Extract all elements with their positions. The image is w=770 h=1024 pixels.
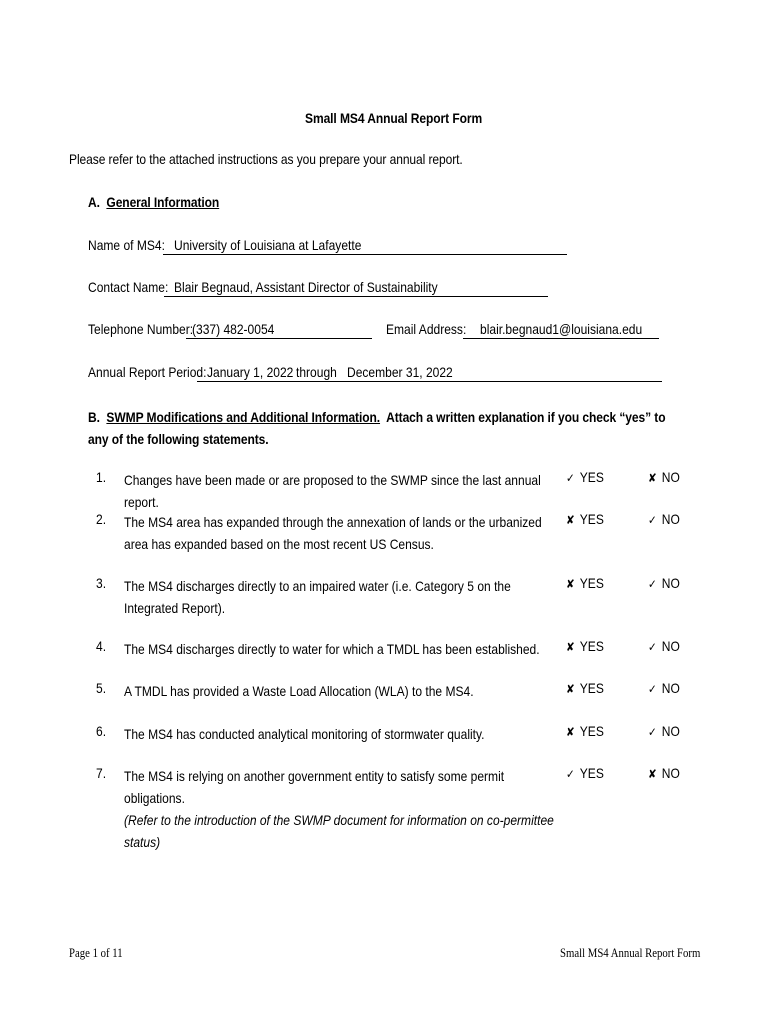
question-number: 2.: [96, 511, 107, 527]
telephone-field[interactable]: [186, 320, 372, 339]
report-period-label: Annual Report Period:: [88, 364, 207, 380]
question-statement: A TMDL has provided a Waste Load Allocation (WLA) to the MS4.: [124, 683, 474, 699]
ms4-name-value: University of Louisiana at Lafayette: [174, 237, 362, 253]
yes-label: YES: [579, 575, 604, 591]
no-label: NO: [661, 723, 680, 739]
yes-label: YES: [579, 723, 604, 739]
question-number: 6.: [96, 723, 107, 739]
question-statement: The MS4 discharges directly to water for which a TMDL has been established.: [124, 641, 540, 657]
yes-label: YES: [579, 469, 604, 485]
check-mark-icon: ✓: [648, 513, 657, 527]
yes-option[interactable]: [566, 765, 604, 781]
check-mark-icon: ✓: [566, 471, 575, 485]
question-statement: The MS4 discharges directly to an impaired water (i.e. Category 5 on the Integrated Report).: [124, 578, 511, 616]
yes-option[interactable]: [566, 638, 604, 654]
period-through: through: [296, 364, 337, 380]
question-statement: Changes have been made or are proposed to the SWMP since the last annual report.: [124, 472, 541, 510]
no-option[interactable]: [648, 680, 680, 696]
contact-name-label: Contact Name:: [88, 279, 169, 295]
x-mark-icon: ✘: [566, 682, 575, 696]
x-mark-icon: ✘: [648, 767, 657, 781]
yes-option[interactable]: [566, 575, 604, 591]
question-note: (Refer to the introduction of the SWMP document for information on co-permittee status): [124, 812, 554, 850]
contact-name-value: Blair Begnaud, Assistant Director of Sustainability: [174, 279, 438, 295]
yes-label: YES: [579, 680, 604, 696]
section-a-title: General Information: [106, 194, 220, 210]
question-text: [124, 575, 563, 619]
x-mark-icon: ✘: [566, 640, 575, 654]
question-text: [124, 723, 563, 745]
question-text: [124, 680, 563, 702]
no-option[interactable]: [648, 638, 680, 654]
question-statement: The MS4 is relying on another government entity to satisfy some permit obligations.: [124, 768, 505, 806]
footer-page-number: Page 1 of 11: [69, 946, 123, 960]
no-label: NO: [661, 765, 680, 781]
question-text: [124, 469, 563, 513]
question-number: 5.: [96, 680, 107, 696]
period-start: January 1, 2022: [207, 364, 294, 380]
check-mark-icon: ✓: [566, 767, 575, 781]
no-label: NO: [661, 638, 680, 654]
period-end: December 31, 2022: [347, 364, 453, 380]
question-number: 7.: [96, 765, 107, 781]
form-title: Small MS4 Annual Report Form: [305, 110, 483, 126]
intro-text: Please refer to the attached instructions as you prepare your annual report.: [69, 151, 463, 167]
question-text: [124, 638, 563, 660]
no-label: NO: [661, 680, 680, 696]
email-value: blair.begnaud1@louisiana.edu: [480, 321, 643, 337]
no-label: NO: [661, 575, 680, 591]
report-period-field[interactable]: [197, 363, 662, 382]
question-number: 3.: [96, 575, 107, 591]
check-mark-icon: ✓: [648, 682, 657, 696]
x-mark-icon: ✘: [566, 513, 575, 527]
ms4-name-label: Name of MS4:: [88, 237, 165, 253]
no-option[interactable]: [648, 469, 680, 485]
footer-form-name: Small MS4 Annual Report Form: [560, 946, 701, 960]
question-text: [124, 511, 563, 555]
email-field[interactable]: [463, 320, 659, 339]
x-mark-icon: ✘: [566, 577, 575, 591]
no-option[interactable]: [648, 575, 680, 591]
yes-option[interactable]: [566, 680, 604, 696]
telephone-value: (337) 482-0054: [192, 321, 275, 337]
question-statement: The MS4 has conducted analytical monitoring of stormwater quality.: [124, 726, 485, 742]
check-mark-icon: ✓: [648, 725, 657, 739]
section-b-title: SWMP Modifications and Additional Information.: [106, 409, 381, 425]
email-label: Email Address:: [386, 321, 467, 337]
question-statement: The MS4 area has expanded through the annexation of lands or the urbanized area has expanded based on the most recent US Census.: [124, 514, 542, 552]
no-option[interactable]: [648, 511, 680, 527]
yes-option[interactable]: [566, 469, 604, 485]
section-a-heading: [88, 194, 219, 210]
section-b-instruction: Attach a written explanation if you check “yes” to any of the following statements.: [88, 409, 666, 447]
no-label: NO: [661, 511, 680, 527]
check-mark-icon: ✓: [648, 640, 657, 654]
no-label: NO: [661, 469, 680, 485]
x-mark-icon: ✘: [566, 725, 575, 739]
yes-option[interactable]: [566, 723, 604, 739]
question-number: 1.: [96, 469, 107, 485]
telephone-label: Telephone Number:: [88, 321, 194, 337]
check-mark-icon: ✓: [648, 577, 657, 591]
no-option[interactable]: [648, 723, 680, 739]
question-number: 4.: [96, 638, 107, 654]
contact-name-field[interactable]: [164, 278, 548, 297]
section-a-letter: A.: [88, 194, 100, 210]
section-b-heading: [88, 406, 681, 450]
yes-label: YES: [579, 511, 604, 527]
no-option[interactable]: [648, 765, 680, 781]
yes-label: YES: [579, 638, 604, 654]
yes-label: YES: [579, 765, 604, 781]
x-mark-icon: ✘: [648, 471, 657, 485]
question-text: [124, 765, 563, 853]
yes-option[interactable]: [566, 511, 604, 527]
section-b-letter: B.: [88, 409, 100, 425]
ms4-name-field[interactable]: [163, 236, 567, 255]
